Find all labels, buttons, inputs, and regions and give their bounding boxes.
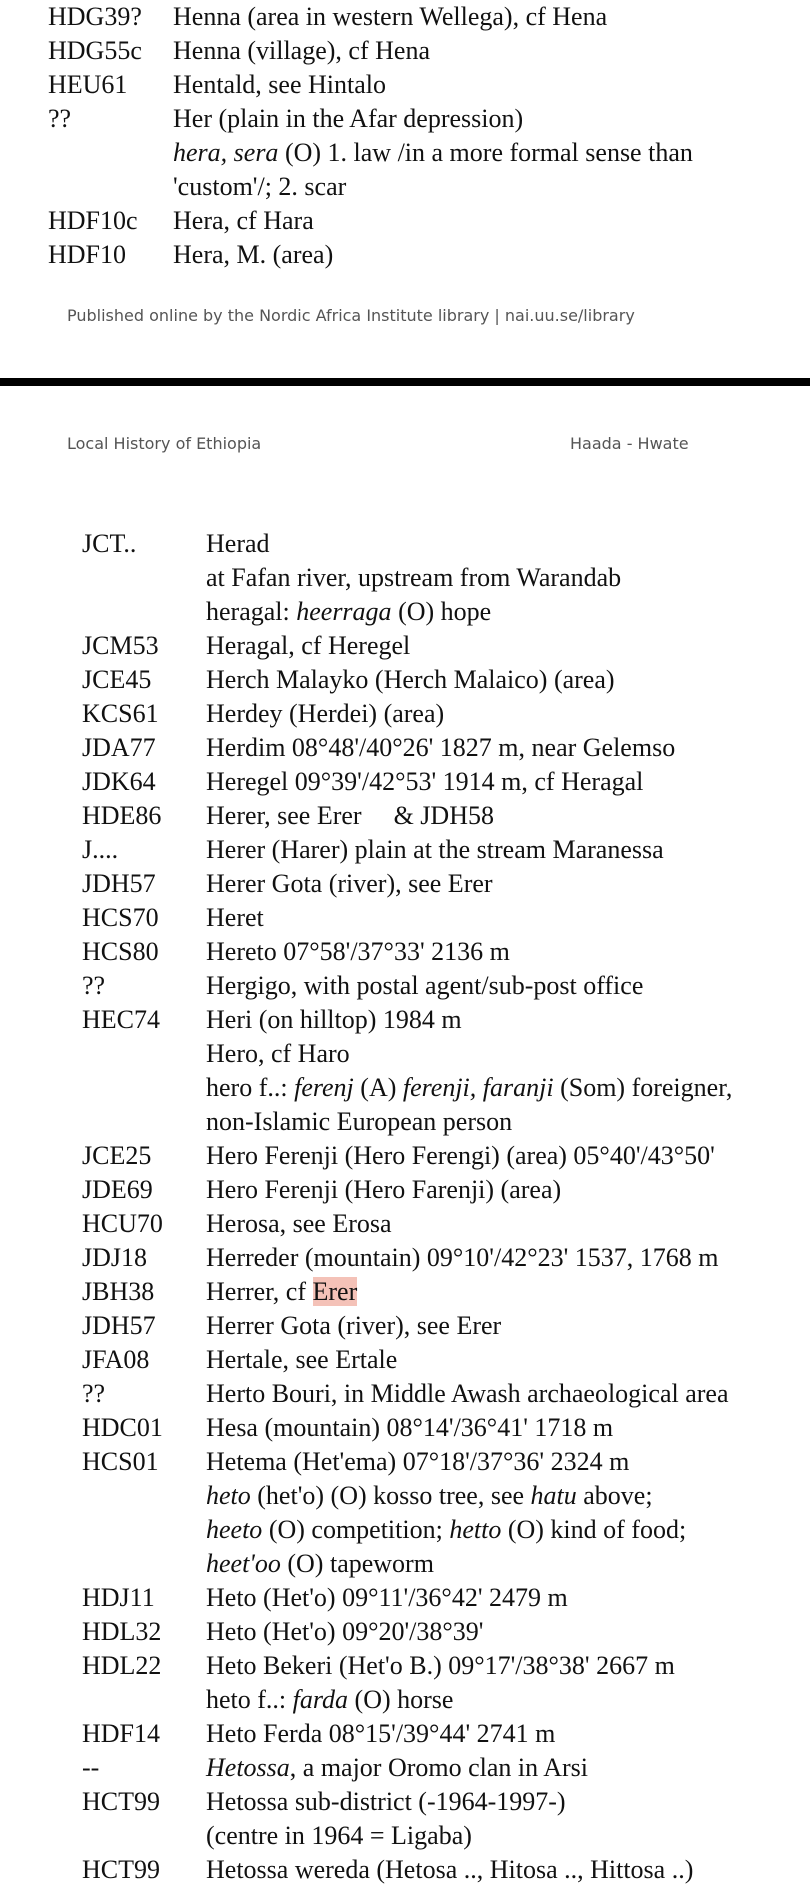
entry-text <box>206 1071 810 1139</box>
entry-line <box>206 1207 810 1241</box>
entry-fragment: Heto Ferda 08°15'/39°44' 2741 m <box>206 1719 556 1748</box>
entry-line <box>206 697 810 731</box>
entry-line <box>206 1411 810 1445</box>
entry-text <box>206 1581 810 1615</box>
dictionary-entry <box>48 204 808 238</box>
dictionary-entry <box>82 935 810 969</box>
entry-code: HCT99 <box>82 1787 160 1816</box>
entry-text <box>206 765 810 799</box>
dictionary-entry <box>82 1139 810 1173</box>
entry-line <box>206 969 810 1003</box>
entry-fragment: , a major Oromo clan in Arsi <box>289 1753 588 1782</box>
entry-fragment: Herer (Harer) plain at the stream Maranessa <box>206 835 664 864</box>
entry-text <box>206 1411 810 1445</box>
entry-fragment: Heto Bekeri (Het'o B.) 09°17'/38°38' 2667 m <box>206 1651 675 1680</box>
dictionary-entry <box>82 1853 810 1887</box>
entry-line <box>206 799 810 833</box>
entry-fragment: Herch Malayko (Herch Malaico) (area) <box>206 665 615 694</box>
entry-code: JDH57 <box>82 869 156 898</box>
entry-line <box>173 136 808 170</box>
entry-text <box>206 1241 810 1275</box>
entry-fragment: (O) competition; <box>262 1515 450 1544</box>
entry-line <box>173 68 808 102</box>
entry-line <box>206 1037 810 1071</box>
dictionary-entry <box>82 833 810 867</box>
dictionary-entry <box>82 901 810 935</box>
entry-text <box>206 663 810 697</box>
dictionary-entry <box>82 1343 810 1377</box>
entry-line <box>206 1173 810 1207</box>
entry-code: HDL22 <box>82 1651 162 1680</box>
italic-term: hetto <box>449 1515 502 1544</box>
page-top-section <box>0 0 810 378</box>
entry-fragment: (O) kind of food; <box>501 1515 687 1544</box>
dictionary-entry <box>82 1479 810 1581</box>
dictionary-entry <box>82 765 810 799</box>
entry-fragment: heragal: <box>206 597 297 626</box>
entry-fragment: Hesa (mountain) 08°14'/36°41' 1718 m <box>206 1413 614 1442</box>
entry-code: HCS80 <box>82 937 159 966</box>
entry-line <box>206 1785 810 1819</box>
entry-text <box>206 833 810 867</box>
entry-fragment: Hera, M. (area) <box>173 240 334 269</box>
italic-term: hatu <box>530 1481 577 1510</box>
dictionary-entry <box>48 68 808 102</box>
dictionary-entry <box>48 238 808 272</box>
entry-fragment: non-Islamic European person <box>206 1107 513 1136</box>
entry-line <box>206 1343 810 1377</box>
entry-line <box>206 1309 810 1343</box>
entry-fragment: Henna (area in western Wellega), cf Hena <box>173 2 608 31</box>
entry-text <box>206 1377 810 1411</box>
entry-fragment: Hero Ferenji (Hero Ferengi) (area) 05°40'/43°50' <box>206 1141 715 1170</box>
entry-text <box>206 731 810 765</box>
entry-text <box>206 799 810 833</box>
entry-text <box>206 1309 810 1343</box>
entry-text <box>173 204 808 238</box>
entry-code: JFA08 <box>82 1345 150 1374</box>
entry-code: -- <box>82 1753 100 1782</box>
entry-line <box>206 765 810 799</box>
entry-code: JCT.. <box>82 529 137 558</box>
entry-code: JCM53 <box>82 631 159 660</box>
entry-text <box>206 1003 810 1037</box>
entry-text <box>206 1343 810 1377</box>
entry-code: HDC01 <box>82 1413 163 1442</box>
entry-line <box>206 561 810 595</box>
entry-fragment: hero f..: <box>206 1073 295 1102</box>
entry-code: HCU70 <box>82 1209 163 1238</box>
entry-code: JDA77 <box>82 733 156 762</box>
entry-code: HCT99 <box>82 1855 160 1884</box>
entry-line <box>206 1547 810 1581</box>
entry-line <box>206 1853 810 1887</box>
italic-term: ferenji, faranji <box>402 1073 554 1102</box>
highlighted-term: Erer <box>312 1277 358 1306</box>
dictionary-entry <box>82 1411 810 1445</box>
entry-code: KCS61 <box>82 699 159 728</box>
dictionary-entry <box>82 629 810 663</box>
entry-line <box>206 527 810 561</box>
entry-fragment: Hentald, see Hintalo <box>173 70 386 99</box>
entry-line <box>206 1105 810 1139</box>
entry-code: J.... <box>82 835 119 864</box>
dictionary-entry <box>82 1445 810 1479</box>
dictionary-entry <box>82 1173 810 1207</box>
entry-code: HDJ11 <box>82 1583 155 1612</box>
entry-fragment: Hergigo, with postal agent/sub-post office <box>206 971 644 1000</box>
entry-line <box>173 170 808 204</box>
page-bottom-section <box>0 386 810 1902</box>
dictionary-entry <box>82 1615 810 1649</box>
entry-fragment: & JDH58 <box>393 801 494 830</box>
entry-text <box>173 34 808 68</box>
entry-line <box>173 238 808 272</box>
entry-fragment: Herdim 08°48'/40°26' 1827 m, near Gelemso <box>206 733 676 762</box>
dictionary-entry <box>82 1207 810 1241</box>
entry-fragment: Hero Ferenji (Hero Farenji) (area) <box>206 1175 562 1204</box>
dictionary-entry <box>48 0 808 34</box>
entry-fragment: Hertale, see Ertale <box>206 1345 398 1374</box>
entry-line <box>206 833 810 867</box>
italic-term: farda <box>292 1685 349 1714</box>
publisher-footer: Published online by the Nordic Africa Institute library | nai.uu.se/library <box>67 306 635 325</box>
entry-fragment: Heret <box>206 903 264 932</box>
entry-line <box>206 1615 810 1649</box>
entry-line <box>173 0 808 34</box>
entry-text <box>206 1717 810 1751</box>
italic-term: heerraga <box>296 597 392 626</box>
italic-term: heeto <box>206 1515 263 1544</box>
entry-text <box>206 527 810 561</box>
entry-fragment: Hetema (Het'ema) 07°18'/37°36' 2324 m <box>206 1447 630 1476</box>
dictionary-entry <box>82 1309 810 1343</box>
entry-line <box>206 629 810 663</box>
dictionary-entry <box>82 1649 810 1683</box>
entry-text <box>206 1615 810 1649</box>
entry-text <box>173 0 808 34</box>
entry-code: JDK64 <box>82 767 156 796</box>
entry-code: HEC74 <box>82 1005 160 1034</box>
dictionary-entry <box>82 1717 810 1751</box>
entry-fragment: Heri (on hilltop) 1984 m <box>206 1005 462 1034</box>
dictionary-entry <box>82 867 810 901</box>
entry-text <box>206 1037 810 1071</box>
entry-text <box>173 136 808 204</box>
dictionary-entry <box>82 1071 810 1139</box>
entry-fragment: heto f..: <box>206 1685 293 1714</box>
dictionary-entry <box>82 1377 810 1411</box>
entry-code: HEU61 <box>48 70 128 99</box>
entry-line <box>173 204 808 238</box>
italic-term: heto <box>206 1481 251 1510</box>
entry-text <box>206 629 810 663</box>
entry-line <box>206 1751 810 1785</box>
entry-fragment: at Fafan river, upstream from Warandab <box>206 563 622 592</box>
entry-fragment: (O) 1. law /in a more formal sense than <box>278 138 693 167</box>
dictionary-entry <box>82 1581 810 1615</box>
entry-line <box>206 731 810 765</box>
entry-code: JDH57 <box>82 1311 156 1340</box>
entry-fragment: above; <box>576 1481 653 1510</box>
entry-code: HDG55c <box>48 36 142 65</box>
entry-line <box>173 34 808 68</box>
entry-line <box>206 1377 810 1411</box>
entry-text <box>206 1173 810 1207</box>
entry-text <box>206 1479 810 1581</box>
entry-text <box>206 595 810 629</box>
entry-code: JBH38 <box>82 1277 155 1306</box>
dictionary-entry <box>82 595 810 629</box>
italic-term: hera, sera <box>173 138 279 167</box>
entry-text <box>206 969 810 1003</box>
entry-text <box>206 1649 810 1683</box>
entry-fragment: (A) <box>353 1073 403 1102</box>
entry-line <box>206 1513 810 1547</box>
dictionary-entry <box>82 1241 810 1275</box>
entry-text <box>206 1683 810 1717</box>
entry-fragment: Hetossa sub-district (-1964-1997-) <box>206 1787 566 1816</box>
dictionary-entry <box>48 102 808 136</box>
dictionary-entry <box>48 136 808 204</box>
entry-line <box>206 1003 810 1037</box>
dictionary-entry <box>82 1037 810 1071</box>
entry-line <box>206 1649 810 1683</box>
entry-text <box>206 1853 810 1887</box>
entry-line <box>206 1683 810 1717</box>
entry-line <box>206 867 810 901</box>
entry-line <box>206 1139 810 1173</box>
entry-text <box>206 935 810 969</box>
entry-code: JCE25 <box>82 1141 152 1170</box>
entry-text <box>206 697 810 731</box>
entry-text <box>206 1275 810 1309</box>
entry-fragment: Herer, see Erer <box>206 801 362 830</box>
italic-term: heet'oo <box>206 1549 281 1578</box>
entry-code: ?? <box>82 971 106 1000</box>
entry-fragment: Henna (village), cf Hena <box>173 36 430 65</box>
entry-fragment: Herrer, cf <box>206 1277 313 1306</box>
entry-fragment: (het'o) (O) kosso tree, see <box>250 1481 531 1510</box>
entry-line <box>206 1275 810 1309</box>
dictionary-entry <box>82 1785 810 1853</box>
entry-line <box>206 1581 810 1615</box>
entry-code: JDJ18 <box>82 1243 148 1272</box>
italic-term: Hetossa <box>206 1753 290 1782</box>
dictionary-entry <box>82 1683 810 1717</box>
entry-text <box>206 1751 810 1785</box>
entry-code: ?? <box>82 1379 106 1408</box>
entry-line <box>206 1819 810 1853</box>
entry-fragment: (O) tapeworm <box>280 1549 434 1578</box>
entry-text <box>206 901 810 935</box>
page-divider <box>0 378 810 386</box>
entry-fragment: Heto (Het'o) 09°11'/36°42' 2479 m <box>206 1583 568 1612</box>
dictionary-entry <box>82 1275 810 1309</box>
entry-code: HDF14 <box>82 1719 161 1748</box>
entry-text <box>206 561 810 595</box>
entry-fragment: Herad <box>206 529 270 558</box>
entry-line <box>206 595 810 629</box>
entry-text <box>206 1139 810 1173</box>
entry-fragment: Hereto 07°58'/37°33' 2136 m <box>206 937 510 966</box>
entry-code: HDF10 <box>48 240 127 269</box>
dictionary-entry <box>82 697 810 731</box>
dictionary-entry <box>82 527 810 561</box>
entry-code: JDE69 <box>82 1175 153 1204</box>
entry-list <box>82 527 810 1887</box>
entry-text <box>173 68 808 102</box>
entry-fragment: Herer Gota (river), see Erer <box>206 869 493 898</box>
running-header-title: Local History of Ethiopia <box>67 434 262 453</box>
entry-fragment: Heregel 09°39'/42°53' 1914 m, cf Heragal <box>206 767 644 796</box>
entry-fragment: Heto (Het'o) 09°20'/38°39' <box>206 1617 484 1646</box>
entry-line <box>206 1071 810 1105</box>
entry-fragment: Hetossa wereda (Hetosa .., Hitosa .., Hittosa ..) <box>206 1855 694 1884</box>
entry-fragment: Herreder (mountain) 09°10'/42°23' 1537, 1768 m <box>206 1243 719 1272</box>
dictionary-entry <box>48 34 808 68</box>
entry-fragment: Hera, cf Hara <box>173 206 314 235</box>
dictionary-entry <box>82 969 810 1003</box>
entry-line <box>173 102 808 136</box>
entry-fragment: (centre in 1964 = Ligaba) <box>206 1821 472 1850</box>
entry-line <box>206 1445 810 1479</box>
dictionary-entry <box>82 561 810 595</box>
entry-fragment: (Som) foreigner, <box>553 1073 733 1102</box>
entry-line <box>206 935 810 969</box>
entry-text <box>206 867 810 901</box>
entry-code: JCE45 <box>82 665 152 694</box>
dictionary-entry <box>82 1751 810 1785</box>
dictionary-entry <box>82 799 810 833</box>
entry-code: HCS70 <box>82 903 159 932</box>
running-header-range: Haada - Hwate <box>570 434 689 453</box>
entry-line <box>206 901 810 935</box>
entry-fragment: Herdey (Herdei) (area) <box>206 699 445 728</box>
entry-fragment: Her (plain in the Afar depression) <box>173 104 524 133</box>
dictionary-entry <box>82 731 810 765</box>
entry-fragment: Heragal, cf Heregel <box>206 631 411 660</box>
entry-line <box>206 1479 810 1513</box>
entry-fragment: Herto Bouri, in Middle Awash archaeological area <box>206 1379 729 1408</box>
entry-code: HDF10c <box>48 206 138 235</box>
entry-line <box>206 1717 810 1751</box>
entry-code: HDG39? <box>48 2 142 31</box>
entry-text <box>173 238 808 272</box>
entry-text <box>173 102 808 136</box>
entry-text <box>206 1445 810 1479</box>
italic-term: ferenj <box>294 1073 354 1102</box>
entry-code: HDL32 <box>82 1617 162 1646</box>
dictionary-entry <box>82 1003 810 1037</box>
entry-fragment: Herrer Gota (river), see Erer <box>206 1311 502 1340</box>
entry-fragment: (O) horse <box>348 1685 454 1714</box>
entry-fragment: Hero, cf Haro <box>206 1039 350 1068</box>
entry-list <box>48 0 808 272</box>
entry-text <box>206 1785 810 1853</box>
entry-fragment: (O) hope <box>391 597 492 626</box>
entry-code: ?? <box>48 104 72 133</box>
entry-fragment: 'custom'/; 2. scar <box>173 172 347 201</box>
entry-line <box>206 1241 810 1275</box>
entry-line <box>206 663 810 697</box>
entry-fragment: Herosa, see Erosa <box>206 1209 392 1238</box>
entry-code: HCS01 <box>82 1447 159 1476</box>
entry-text <box>206 1207 810 1241</box>
entry-code: HDE86 <box>82 801 162 830</box>
dictionary-entry <box>82 663 810 697</box>
